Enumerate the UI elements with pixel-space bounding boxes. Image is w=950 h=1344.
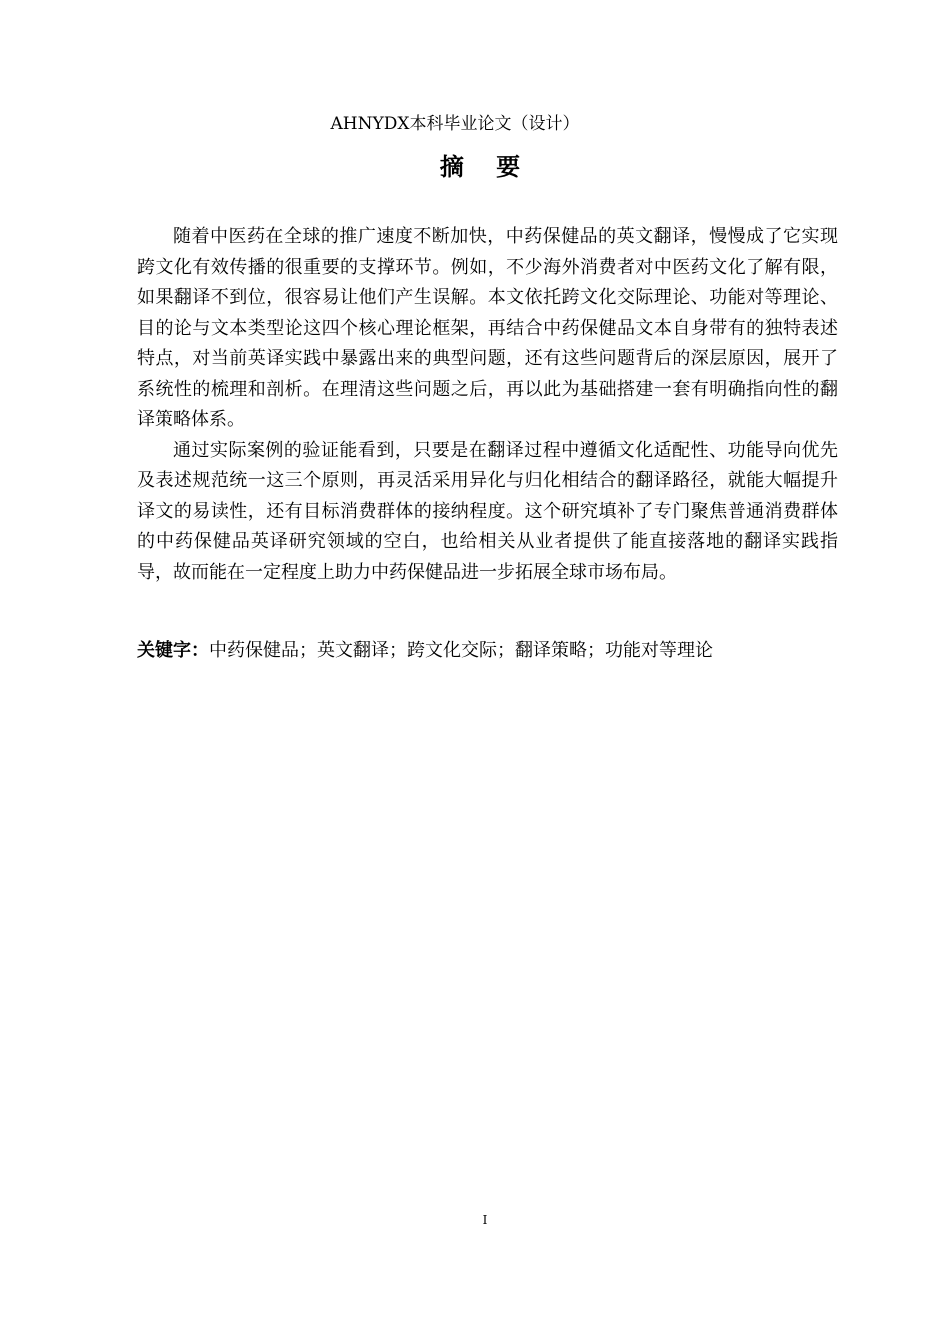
running-header: AHNYDX本科毕业论文（设计） [330, 114, 580, 134]
keywords-label: 关键字： [137, 640, 209, 661]
abstract-paragraph-2: 通过实际案例的验证能看到，只要是在翻译过程中遵循文化适配性、功能导向优先及表述规范统一这三个原则，再灵活采用异化与归化相结合的翻译路径，就能大幅提升译文的易读性，还有目标消费群体的接纳程度。这个研究填补了专门聚焦普通消费群体的中药保健品英译研究领域的空白，也给相关从业者提供了能直接落地的翻译实践指导，故而能在一定程度上助力中药保健品进一步拓展全球市场布局。 [137, 439, 838, 583]
abstract-body [137, 222, 838, 588]
abstract-title: 摘 要 [439, 153, 533, 181]
keywords-line [137, 636, 838, 666]
header-rule [112, 139, 840, 140]
page-number: I [482, 1213, 488, 1227]
keywords-text: 中药保健品；英文翻译；跨文化交际；翻译策略；功能对等理论 [209, 640, 713, 661]
abstract-paragraph-1: 随着中医药在全球的推广速度不断加快，中药保健品的英文翻译，慢慢成了它实现跨文化有效传播的很重要的支撑环节。例如，不少海外消费者对中医药文化了解有限，如果翻译不到位，很容易让他们产生误解。本文依托跨文化交际理论、功能对等理论、目的论与文本类型论这四个核心理论框架，再结合中药保健品文本自身带有的独特表述特点，对当前英译实践中暴露出来的典型问题，还有这些问题背后的深层原因，展开了系统性的梳理和剖析。在理清这些问题之后，再以此为基础搭建一套有明确指向性的翻译策略体系。 [137, 226, 838, 430]
